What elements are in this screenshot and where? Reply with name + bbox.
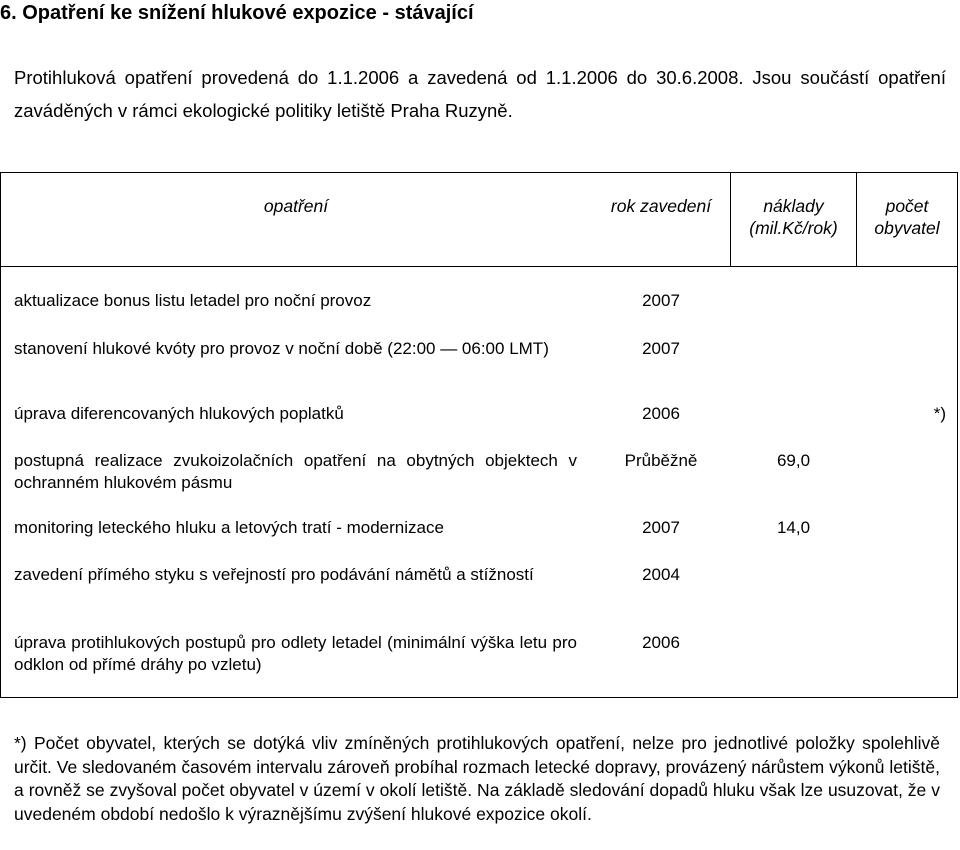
row-year: 2007 bbox=[642, 518, 680, 537]
header-year: rok zavedení bbox=[610, 196, 712, 216]
row-year: 2007 bbox=[642, 291, 680, 310]
row-measure: postupná realizace zvukoizolačních opatření na obytných objektech v ochranném hlukovém pásmu bbox=[14, 451, 577, 492]
intro-paragraph: Protihluková opatření provedená do 1.1.2006 a zavedená od 1.1.2006 do 30.6.2008. Jsou součástí opatření zaváděných v rámci ekologické politiky letiště Praha Ruzyně. bbox=[14, 67, 946, 121]
row-measure: úprava diferencovaných hlukových poplatků bbox=[14, 404, 344, 423]
row-cost: 69,0 bbox=[776, 451, 811, 470]
row-measure: zavedení přímého styku s veřejností pro podávání námětů a stížností bbox=[14, 565, 534, 584]
row-measure: stanovení hlukové kvóty pro provoz v noční době (22:00 — 06:00 LMT) bbox=[14, 339, 549, 358]
measures-table bbox=[0, 172, 958, 698]
header-measure: opatření bbox=[263, 196, 329, 216]
section-heading: 6. Opatření ke snížení hlukové expozice - stávající bbox=[0, 2, 474, 24]
row-year: 2004 bbox=[642, 565, 680, 584]
row-year: 2006 bbox=[642, 633, 680, 652]
row-measure: úprava protihlukových postupů pro odlety letadel (minimální výška letu pro odklon od přímé dráhy po vzletu) bbox=[14, 633, 577, 674]
footnote: *) Počet obyvatel, kterých se dotýká vliv zmíněných protihlukových opatření, nelze pro jednotlivé položky spolehlivě určit. Ve sledovaném časovém intervalu zároveň probíhal rozmach letecké dopravy, provázený nárůstem výkonů letiště, a rovněž se zvyšoval počet obyvatel v území v okolí letiště. Na základě sledování dopadů hluku však lze usuzovat, že v uvedeném období nedošlo k výraznějšímu zvýšení hlukové expozice okolí. bbox=[14, 733, 940, 824]
header-cost: náklady (mil.Kč/rok) bbox=[749, 196, 838, 238]
row-measure: aktualizace bonus listu letadel pro noční provoz bbox=[14, 291, 372, 310]
row-year: 2007 bbox=[642, 339, 680, 358]
header-population: počet obyvatel bbox=[874, 196, 940, 238]
row-population: *) bbox=[933, 404, 946, 423]
header-rule bbox=[1, 266, 957, 267]
row-measure: monitoring leteckého hluku a letových tratí - modernizace bbox=[14, 518, 444, 537]
row-cost: 14,0 bbox=[776, 518, 811, 537]
row-year: Průběžně bbox=[624, 451, 698, 470]
row-year: 2006 bbox=[642, 404, 680, 423]
